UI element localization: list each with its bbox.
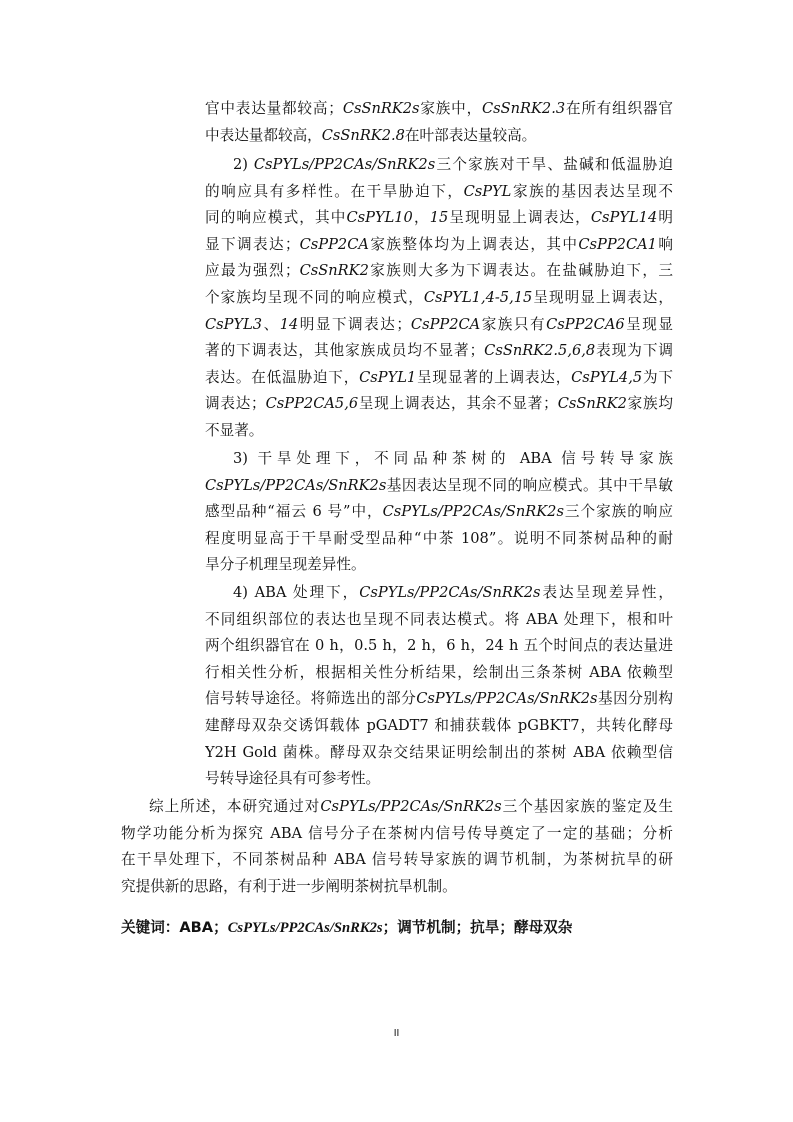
text-line: 综上所述，本研究通过对CsPYLs/PP2CAs/SnRK2s三个基因家族的鉴定及生	[149, 798, 673, 815]
text-line: 行相关性分析，根据相关性分析结果，绘制出三条茶树 ABA 依赖型	[205, 663, 673, 681]
text-line: 号转导途径具有可参考性。	[205, 770, 381, 788]
text-line: 的响应具有多样性。在干旱胁迫下，CsPYL家族的基因表达呈现不	[205, 182, 673, 200]
paragraph-1	[205, 96, 673, 149]
text-line: 调表达；CsPP2CA5,6呈现上调表达，其余不显著；CsSnRK2家族均	[205, 395, 673, 413]
text-line: 究提供新的思路，有利于进一步阐明茶树抗旱机制。	[121, 877, 457, 895]
text-line: 物学功能分析为探究 ABA 信号分子在茶树内信号传导奠定了一定的基础；分析	[121, 824, 673, 842]
paragraph-2	[205, 152, 673, 445]
text-line: 应最为强烈；CsSnRK2家族则大多为下调表达。在盐碱胁迫下，三	[205, 262, 673, 280]
paragraph-4	[205, 580, 673, 793]
text-line: 表达。在低温胁迫下，CsPYL1呈现显著的上调表达，CsPYL4,5为下	[205, 368, 673, 386]
keywords-line: 关键词：ABA；CsPYLs/PP2CAs/SnRK2s；调节机制；抗旱；酵母双杂	[121, 919, 573, 936]
text-line: 建酵母双杂交诱饵载体 pGADT7 和捕获载体 pGBKT7，共转化酵母	[205, 716, 673, 734]
page-number: II	[393, 1028, 400, 1039]
text-line: 中表达量都较高，CsSnRK2.8在叶部表达量较高。	[205, 126, 537, 144]
text-line: 信号转导途径。将筛选出的部分CsPYLs/PP2CAs/SnRK2s基因分别构	[205, 690, 673, 708]
text-line: 4) ABA 处理下，CsPYLs/PP2CAs/SnRK2s表达呈现差异性，	[233, 584, 673, 601]
text-line: 官中表达量都较高；CsSnRK2s家族中，CsSnRK2.3在所有组织器官	[205, 100, 673, 117]
text-line: 显下调表达；CsPP2CA家族整体均为上调表达，其中CsPP2CA1响	[205, 235, 673, 253]
text-line: 两个组织器官在 0 h，0.5 h，2 h，6 h，24 h 五个时间点的表达量进	[205, 637, 673, 655]
text-line: 感型品种“福云 6 号”中，CsPYLs/PP2CAs/SnRK2s三个家族的响应	[205, 503, 673, 521]
paragraph-3	[205, 446, 673, 579]
text-line: 同的响应模式，其中CsPYL10，15呈现明显上调表达，CsPYL14明	[205, 209, 673, 227]
text-line: CsPYLs/PP2CAs/SnRK2s基因表达呈现不同的响应模式。其中干旱敏	[205, 476, 673, 494]
text-line: CsPYL3、14明显下调表达；CsPP2CA家族只有CsPP2CA6呈现显	[205, 315, 673, 333]
text-line: Y2H Gold 菌株。酵母双杂交结果证明绘制出的茶树 ABA 依赖型信	[205, 743, 673, 761]
text-line: 著的下调表达，其他家族成员均不显著；CsSnRK2.5,6,8表现为下调	[205, 342, 673, 360]
text-line: 旱分子机理呈现差异性。	[205, 556, 366, 574]
text-line: 2) CsPYLs/PP2CAs/SnRK2s三个家族对干旱、盐碱和低温胁迫	[233, 156, 673, 173]
text-line: 程度明显高于干旱耐受型品种“中茶 108”。说明不同茶树品种的耐	[205, 529, 673, 547]
text-line: 不显著。	[205, 421, 264, 439]
text-line: 3) 干旱处理下，不同品种茶树的 ABA 信号转导家族	[233, 450, 673, 467]
text-line: 不同组织部位的表达也呈现不同表达模式。将 ABA 处理下，根和叶	[205, 610, 673, 628]
summary-paragraph	[121, 794, 673, 900]
text-line: 个家族均呈现不同的响应模式，CsPYL1,4-5,15呈现明显上调表达，	[205, 288, 673, 306]
text-line: 在干旱处理下，不同茶树品种 ABA 信号转导家族的调节机制，为茶树抗旱的研	[121, 851, 673, 869]
